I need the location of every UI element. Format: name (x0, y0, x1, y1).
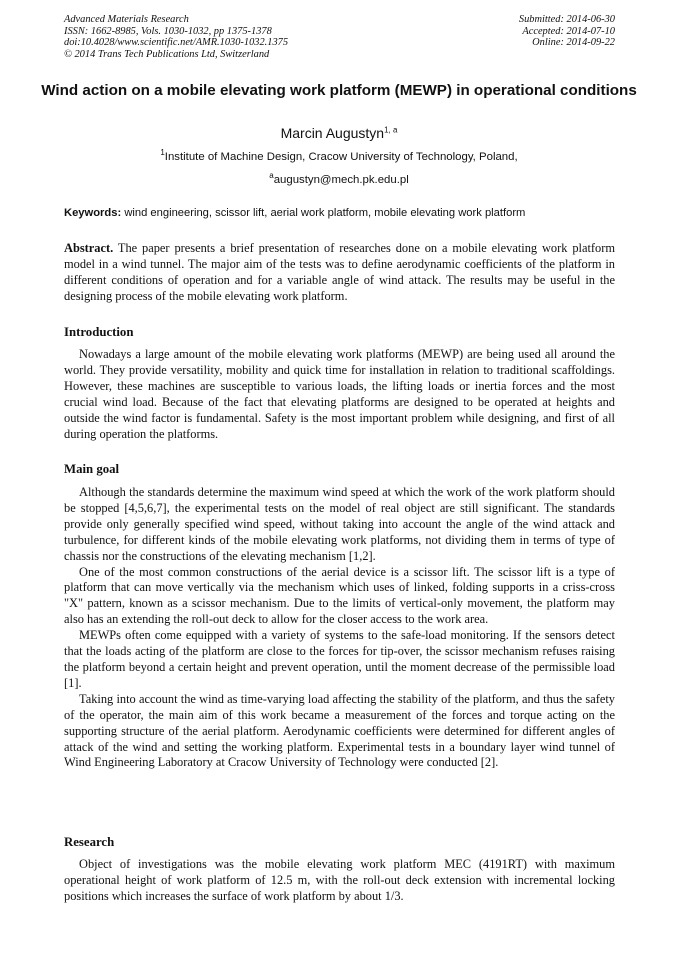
keywords-line (64, 206, 619, 220)
body-paragraph: Taking into account the wind as time-varying load affecting the stability of the platform, and thus the safety of the operator, the main aim of this work became a measurement of the forces and torque acting on the supporting structure of the aerial platform. Aerodynamic coefficients were determined for different angles of attack of the wind and setting the working platform. Experimental tests in a boundary layer wind tunnel of Wind Engineering Laboratory at Cracow University of Technology were conducted [2]. (64, 691, 615, 770)
body-paragraph: Nowadays a large amount of the mobile elevating work platforms (MEWP) are being used all around the world. They provide versatility, mobility and quick time for installation in relation to traditional scaffoldings. However, these machines are susceptible to various loads, the lifting loads or inertia forces and the most crucial wind load. Because of the fact that elevating platforms are designed to be operated at heights and outside the wind factor is fundamental. Safety is the most important problem while designing, and first of all during operation the platforms. (64, 347, 615, 441)
journal-name: Advanced Materials Research (64, 14, 189, 25)
email-superscript: a (269, 171, 274, 181)
research-section (64, 857, 615, 905)
body-paragraph: One of the most common constructions of the aerial device is a scissor lift. The scissor lift is a type of platform that can move vertically via the mechanism which uses of linked, folding supports in a criss-cross "X" pattern, known as a scissor mechanism. Due to the limits of vertical-only movement, the platform may also has an extending the roll-out deck to allow for the closer access to the work area. (64, 564, 615, 627)
body-paragraph: Object of investigations was the mobile elevating work platform MEC (4191RT) with maximum operational height of work platform of 12.5 m, with the roll-out deck extension with incremental locking positions which increases the surface of work platform by about 1/3. (64, 857, 615, 903)
keywords-text: wind engineering, scissor lift, aerial work platform, mobile elevating work platform (124, 207, 526, 219)
author-email: augustyn@mech.pk.edu.pl (273, 174, 409, 186)
issn-line: ISSN: 1662-8985, Vols. 1030-1032, pp 1375-1378 (64, 25, 272, 37)
author-line (0, 124, 678, 142)
section-heading-introduction: Introduction (64, 325, 134, 339)
introduction-section (64, 347, 615, 442)
journal-info (64, 14, 288, 60)
paper-title: Wind action on a mobile elevating work platform (MEWP) in operational conditions (41, 82, 637, 99)
section-heading-research: Research (64, 835, 115, 849)
body-paragraph: MEWPs often come equipped with a variety of systems to the safe-load monitoring. If the sensors detect that the loads acting of the platform are close to the forces for tip-over, the scissor mechanism refuses raising the platform beyond a certain height and prevent operation, until the moment decrease of the permissible load [1]. (64, 628, 615, 690)
abstract-text: The paper presents a brief presentation of researches done on a mobile elevating work platform model in a wind tunnel. The major aim of the tests was to define aerodynamic coefficients of the platform in different conditions of operation and for a variable angle of wind attack. The results may be useful in the designing process of the mobile elevating work platform. (64, 241, 615, 303)
section-heading-main-goal: Main goal (64, 462, 120, 476)
publication-dates (519, 14, 615, 49)
keywords-label: Keywords: (64, 207, 122, 219)
affiliation-text: Institute of Machine Design, Cracow University of Technology, Poland, (164, 151, 518, 163)
abstract-block (64, 241, 615, 305)
submitted-date: Submitted: 2014-06-30 (518, 14, 615, 25)
main-goal-section (64, 485, 615, 771)
body-paragraph: Although the standards determine the maximum wind speed at which the work of the work platform should be stopped [4,5,6,7], the experimental tests on the model of real object are still significant. The standards provide only generally specified wind speed, without taking into account the angle of the wind attack and turbulence, for different kinds of the mobile elevating work platforms, not dividing them in terms of type of chassis nor the constructions of the elevating mechanism [1,2]. (64, 485, 615, 563)
copyright-line: © 2014 Trans Tech Publications Ltd, Switzerland (64, 48, 270, 60)
affiliation-superscript: 1 (160, 148, 165, 158)
email-line (0, 173, 678, 187)
online-date: Online: 2014-09-22 (532, 37, 615, 49)
doi-line: doi:10.4028/www.scientific.net/AMR.1030-1032.1375 (64, 37, 289, 49)
author-superscript: 1, a (384, 125, 398, 135)
author-name: Marcin Augustyn (280, 125, 385, 141)
accepted-date: Accepted: 2014-07-10 (522, 25, 615, 37)
abstract-label: Abstract. (64, 241, 114, 255)
abstract-paragraph (64, 241, 615, 305)
affiliation-line (0, 150, 678, 164)
